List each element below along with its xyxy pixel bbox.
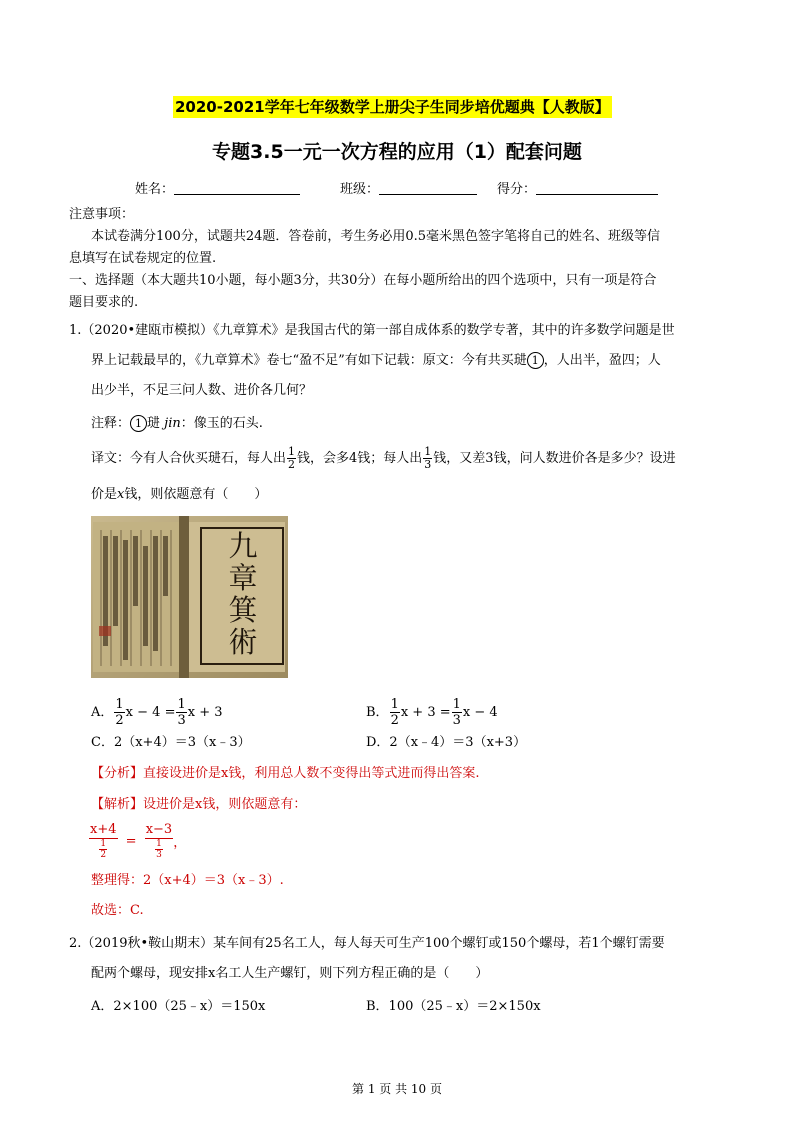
q1-note-text: ：像玉的石头. — [180, 416, 263, 431]
equation-right-den-den: 3 — [156, 850, 162, 860]
book-char-3: 箕 — [228, 593, 258, 627]
page-title: 专题3.5一元一次方程的应用（1）配套问题 — [212, 141, 582, 163]
option-b-frac-1-den: 2 — [390, 713, 399, 728]
q2-option-b: B．100（25﹣x）＝2×150x — [366, 999, 541, 1014]
fraction-half-num: 1 — [288, 445, 296, 458]
notice-title: 注意事项： — [69, 207, 135, 222]
section-heading-2: 题目要求的. — [69, 295, 139, 310]
var-x: x — [117, 487, 125, 502]
solution-tag: 【解析】 — [91, 797, 144, 812]
option-a-label: A． — [91, 705, 114, 720]
q1-line-3: 出少半，不足三问人数、进价各几何？ — [91, 383, 313, 398]
option-a-frac-1-den: 2 — [115, 713, 124, 728]
book-char-2: 章 — [228, 561, 258, 595]
page-footer: 第 1 页 共 10 页 — [352, 1082, 442, 1096]
equation-comma: ， — [173, 835, 187, 851]
q1-option-c: C．2（x+4）＝3（x﹣3） — [91, 735, 251, 750]
q2-option-a: A．2×100（25﹣x）＝150x — [91, 999, 266, 1014]
analysis-text: 直接设进价是x钱，利用总人数不变得出等式进而得出答案. — [143, 766, 480, 781]
book-char-1: 九 — [228, 529, 258, 563]
name-label: 姓名： — [135, 182, 175, 197]
equation-left-den — [99, 839, 107, 860]
analysis-tag: 【分析】 — [91, 766, 144, 781]
class-blank — [379, 180, 477, 195]
notice-text-2: 息填写在试卷规定的位置. — [69, 251, 217, 266]
q1-equation — [89, 822, 186, 860]
q1-line-2-text-a: 界上记载最早的，《九章算术》卷七“盈不足”有如下记载：原文：今有共买琎 — [91, 353, 527, 368]
option-b-part-1: x + 3 = — [400, 705, 451, 720]
option-a-part-1: x − 4 = — [125, 705, 176, 720]
equation-left-den-num: 1 — [100, 839, 107, 849]
equation-right-num: x−3 — [145, 822, 173, 837]
option-b-part-2: x − 4 — [462, 705, 498, 720]
q1-option-a — [91, 697, 223, 728]
equation-left-num: x+4 — [90, 822, 117, 837]
option-b-frac-2 — [452, 697, 462, 728]
equation-right-den-num: 1 — [156, 839, 162, 849]
fraction-half — [287, 446, 296, 471]
fraction-half-den: 2 — [288, 458, 296, 471]
fraction-third — [423, 446, 432, 471]
fraction-third-num: 1 — [424, 445, 432, 458]
q1-note — [91, 413, 263, 435]
q1-organize: 整理得：2（x+4）＝3（x﹣3）. — [91, 873, 284, 888]
option-a-part-2: x + 3 — [187, 705, 223, 720]
score-field — [497, 178, 658, 197]
name-blank — [174, 180, 300, 195]
book-char-4: 術 — [228, 625, 258, 659]
q1-line-2 — [91, 350, 661, 372]
document-banner: 2020-2021学年七年级数学上册尖子生同步培优题典【人教版】 — [175, 98, 610, 116]
equation-left-den-den: 2 — [100, 850, 107, 860]
option-b-frac-1-num: 1 — [390, 697, 399, 712]
q1-trans-b: 钱，会多4钱；每人出 — [297, 451, 423, 466]
option-a-frac-1-num: 1 — [115, 697, 124, 712]
score-blank — [536, 180, 658, 195]
q1-line-1: 1.（2020•建瓯市模拟）《九章算术》是我国古代的第一部自成体系的数学专著，其中的许多数学问题是世 — [69, 323, 675, 338]
q1-option-d: D．2（x﹣4）＝3（x+3） — [366, 735, 527, 750]
q1-choose: 故选：C. — [91, 903, 144, 918]
q1-note-label: 注释： — [91, 416, 131, 431]
option-a-frac-2-den: 3 — [177, 713, 186, 728]
q1-trans-a: 译文：今有人合伙买琎石，每人出 — [91, 451, 287, 466]
section-heading-1: 一、选择题（本大题共10小题，每小题3分，共30分）在每小题所给出的四个选项中，只有一项是符合 — [69, 273, 657, 288]
option-a-frac-1 — [114, 697, 124, 728]
q1-trans-d2: 钱，则依题意有（ ） — [124, 487, 268, 502]
q1-option-b — [366, 697, 498, 728]
q1-translation — [91, 446, 676, 471]
fraction-third-den: 3 — [424, 458, 432, 471]
q1-translation-end — [91, 484, 267, 506]
q1-note-char: 琎 — [147, 416, 161, 431]
q1-trans-c: 钱，又差3钱，问人数进价各是多少？设进 — [433, 451, 676, 466]
equation-right-frac — [145, 822, 174, 860]
option-a-frac-2 — [176, 697, 186, 728]
solution-text: 设进价是x钱，则依题意有： — [143, 797, 307, 812]
q1-line-2-text-b: ，人出半，盈四；人 — [543, 353, 661, 368]
book-title-characters — [213, 530, 273, 658]
q2-line-2: 配两个螺母，现安排x名工人生产螺钉，则下列方程正确的是（ ） — [91, 966, 489, 981]
circled-number-1-note: 1 — [130, 415, 147, 432]
score-label: 得分： — [497, 182, 537, 197]
option-b-frac-2-den: 3 — [452, 713, 461, 728]
jiuzhang-suanshu-book-image — [91, 516, 288, 678]
notice-text-1: 本试卷满分100分，试题共24题．答卷前，考生务必用0.5毫米黑色签字笔将自己的姓名、班级等信 — [91, 229, 661, 244]
option-b-frac-1 — [390, 697, 400, 728]
name-field — [135, 178, 300, 197]
q2-line-1: 2.（2019秋•鞍山期末）某车间有25名工人，每人每天可生产100个螺钉或150个螺母，若1个螺钉需要 — [69, 936, 665, 951]
equation-left-frac — [89, 822, 118, 860]
equation-right-den — [155, 839, 163, 860]
equation-equals: = — [125, 833, 137, 849]
option-b-label: B． — [366, 705, 389, 720]
option-a-frac-2-num: 1 — [177, 697, 186, 712]
class-field — [340, 178, 477, 197]
class-label: 班级： — [340, 182, 380, 197]
option-b-frac-2-num: 1 — [452, 697, 461, 712]
q1-solution — [91, 794, 306, 816]
q1-analysis — [91, 763, 479, 785]
circled-number-1: 1 — [527, 352, 544, 369]
q1-trans-d1: 价是 — [91, 487, 118, 502]
q1-note-pinyin: jin — [164, 416, 181, 431]
